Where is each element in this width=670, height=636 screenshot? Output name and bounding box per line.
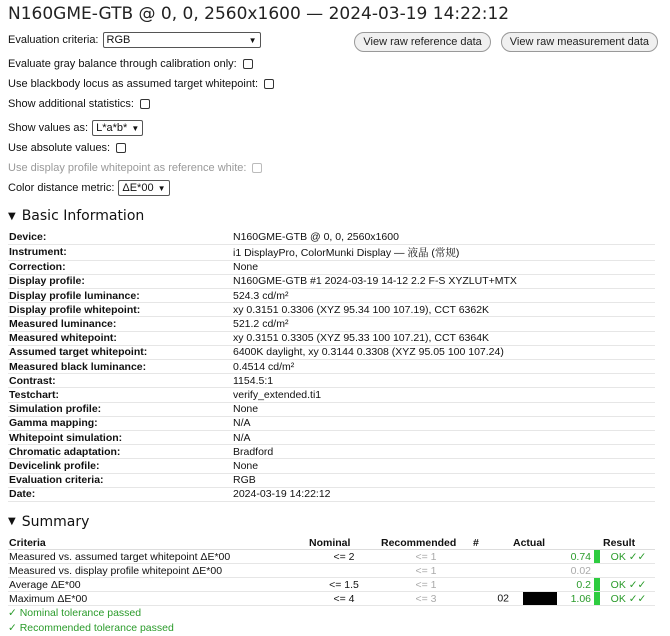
info-value: N160GME-GTB @ 0, 0, 2560x1600 [232,230,655,244]
recommended-header: Recommended [380,536,472,550]
recommended-cell: <= 3 [380,592,472,606]
raw-data-buttons [354,32,658,52]
page-title: N160GME-GTB @ 0, 0, 2560x1600 — 2024-03-19 14:22:12 [8,4,510,24]
info-row [8,374,655,388]
show-values-value: L*a*b* [96,122,128,134]
hash-value: 02 [497,592,509,605]
info-row [8,260,655,274]
gray-balance-label: Evaluate gray balance through calibration only: [8,58,237,70]
criteria-header: Criteria [8,536,308,550]
color-distance-value: ΔE*00 [122,182,154,194]
hash-cell [472,592,512,606]
info-key: Measured whitepoint: [8,331,232,345]
nominal-cell: <= 2 [308,550,380,564]
info-value: N/A [232,416,655,430]
info-row [8,445,655,459]
actual-cell: 0.02 [512,564,592,578]
info-value: 0.4514 cd/m² [232,360,655,374]
info-value: 1154.5:1 [232,374,655,388]
actual-cell: 1.06 [512,592,592,606]
info-value: N160GME-GTB #1 2024-03-19 14-12 2.2 F-S XYZLUT+MTX [232,274,655,288]
view-measurement-data-button[interactable]: View raw measurement data [501,32,658,52]
view-reference-data-button[interactable]: View raw reference data [354,32,490,52]
bar-cell [592,550,602,564]
summary-header-row [8,536,655,550]
hash-cell [472,578,512,592]
info-value: None [232,260,655,274]
info-value: Bradford [232,445,655,459]
info-value: xy 0.3151 0.3306 (XYZ 95.34 100 107.19), CCT 6362K [232,303,655,317]
evaluation-criteria-select[interactable] [103,32,261,48]
info-key: Contrast: [8,374,232,388]
info-key: Assumed target whitepoint: [8,345,232,359]
recommended-cell: <= 1 [380,550,472,564]
bar-header [592,536,602,550]
info-value: None [232,459,655,473]
info-value: xy 0.3151 0.3305 (XYZ 95.33 100 107.21), CCT 6364K [232,331,655,345]
result-cell: OK ✓✓ [602,578,655,592]
info-value: 6400K daylight, xy 0.3144 0.3308 (XYZ 95.05 100 107.24) [232,345,655,359]
actual-header: Actual [512,536,592,550]
additional-stats-label: Show additional statistics: [8,98,134,110]
result-cell: OK ✓✓ [602,550,655,564]
summary-row [8,550,655,564]
info-row [8,274,655,288]
hash-cell [472,564,512,578]
recommended-cell: <= 1 [380,564,472,578]
info-key: Devicelink profile: [8,459,232,473]
info-key: Measured black luminance: [8,360,232,374]
criteria-cell: Maximum ΔE*00 [8,592,308,606]
info-row [8,289,655,303]
info-value: 2024-03-19 14:22:12 [232,487,655,501]
info-value: 521.2 cd/m² [232,317,655,331]
basic-info-table [8,230,655,502]
additional-stats-row [8,94,662,114]
result-cell: OK ✓✓ [602,592,655,606]
info-row [8,244,655,260]
display-profile-wp-row [8,158,662,178]
nominal-cell: <= 1.5 [308,578,380,592]
info-key: Gamma mapping: [8,416,232,430]
result-bar [594,550,600,563]
result-bar [594,578,600,591]
actual-cell: 0.2 [512,578,592,592]
evaluation-criteria-label: Evaluation criteria: [8,34,99,46]
blackbody-row [8,74,662,94]
basic-info-heading-text: Basic Information [21,208,145,224]
info-value: RGB [232,473,655,487]
blackbody-label: Use blackbody locus as assumed target whitepoint: [8,78,259,90]
collapse-triangle-icon: ▼ [8,210,16,222]
info-row [8,331,655,345]
info-value: verify_extended.ti1 [232,388,655,402]
summary-row [8,564,655,578]
info-key: Simulation profile: [8,402,232,416]
info-row [8,459,655,473]
display-profile-wp-label: Use display profile whitepoint as reference white: [8,162,247,174]
bar-cell [592,578,602,592]
info-row [8,230,655,244]
info-row [8,473,655,487]
info-row [8,487,655,501]
chevron-down-icon: ▼ [248,35,257,45]
info-row [8,345,655,359]
info-key: Device: [8,230,232,244]
gray-balance-row [8,54,662,74]
info-key: Correction: [8,260,232,274]
basic-info-heading[interactable] [8,208,662,224]
info-row [8,416,655,430]
color-distance-select[interactable] [118,180,169,196]
recommended-cell: <= 1 [380,578,472,592]
summary-heading-text: Summary [21,513,90,530]
collapse-triangle-icon: ▼ [8,516,16,528]
actual-cell: 0.74 [512,550,592,564]
info-key: Display profile luminance: [8,289,232,303]
nominal-passed-message: ✓ Nominal tolerance passed [8,607,142,620]
info-row [8,430,655,444]
nominal-header: Nominal [308,536,380,550]
criteria-cell: Measured vs. display profile whitepoint ΔE*00 [8,564,308,578]
info-value: 524.3 cd/m² [232,289,655,303]
info-value: N/A [232,430,655,444]
info-value: None [232,402,655,416]
info-key: Chromatic adaptation: [8,445,232,459]
info-key: Measured luminance: [8,317,232,331]
chevron-down-icon: ▼ [157,183,166,193]
chevron-down-icon: ▼ [131,123,140,133]
result-header: Result [602,536,655,550]
show-values-row [8,118,662,138]
info-value: i1 DisplayPro, ColorMunki Display — 液晶 (常规) [232,244,655,260]
info-row [8,388,655,402]
info-key: Date: [8,487,232,501]
display-profile-wp-checkbox[interactable] [252,163,262,173]
nominal-cell: <= 4 [308,592,380,606]
hash-cell [472,550,512,564]
info-row [8,317,655,331]
show-values-select[interactable] [92,120,143,136]
summary-table [8,536,655,607]
additional-stats-checkbox[interactable] [140,99,150,109]
info-key: Evaluation criteria: [8,473,232,487]
result-cell [602,564,655,578]
color-distance-label: Color distance metric: [8,182,115,194]
color-distance-row [8,178,662,198]
hash-header: # [472,536,512,550]
info-key: Instrument: [8,244,232,260]
nominal-cell [308,564,380,578]
absolute-values-row [8,138,662,158]
info-key: Display profile: [8,274,232,288]
evaluation-criteria-value: RGB [106,34,131,46]
info-row [8,360,655,374]
info-key: Whitepoint simulation: [8,430,232,444]
summary-heading[interactable] [8,514,662,530]
summary-row [8,592,655,606]
gray-balance-checkbox[interactable] [243,59,253,69]
info-key: Display profile whitepoint: [8,303,232,317]
summary-row [8,578,655,592]
absolute-values-label: Use absolute values: [8,142,111,154]
criteria-cell: Average ΔE*00 [8,578,308,592]
absolute-values-checkbox[interactable] [116,143,126,153]
bar-cell [592,592,602,606]
recommended-passed-message: ✓ Recommended tolerance passed [8,622,174,635]
result-bar [594,592,600,605]
info-row [8,402,655,416]
criteria-cell: Measured vs. assumed target whitepoint ΔE*00 [8,550,308,564]
show-values-label: Show values as: [8,122,89,134]
black-swatch [523,592,557,605]
info-key: Testchart: [8,388,232,402]
info-row [8,303,655,317]
bar-cell [592,564,602,578]
blackbody-checkbox[interactable] [264,79,274,89]
